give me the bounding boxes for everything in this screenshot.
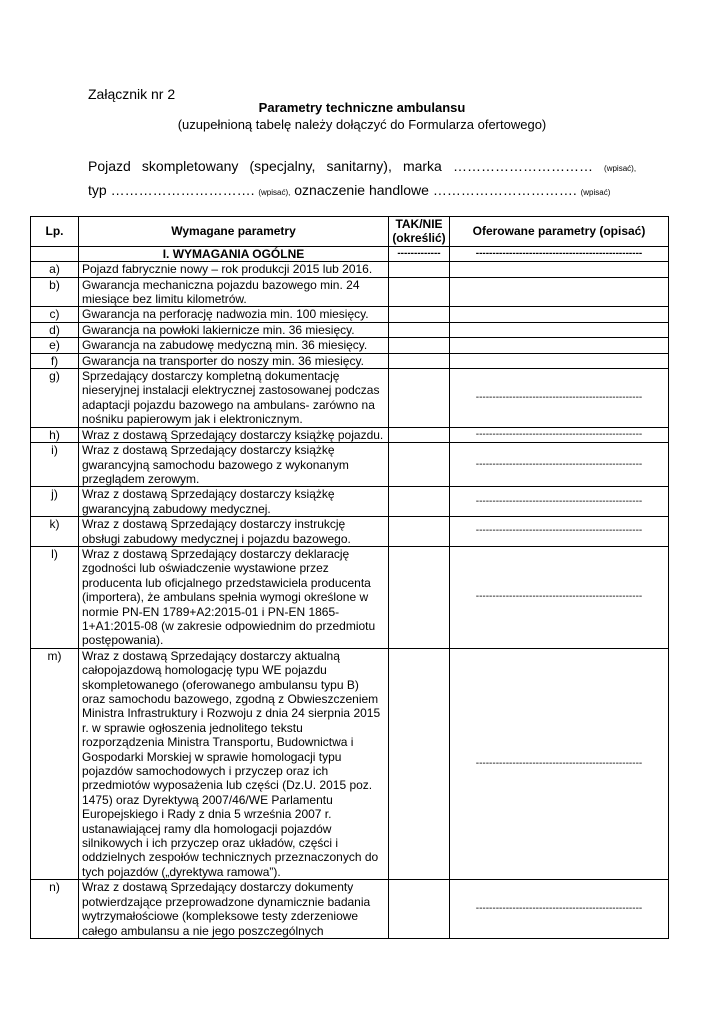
table-row (31, 648, 669, 880)
row-yes-no-cell[interactable] (389, 443, 450, 487)
annex-label: Załącznik nr 2 (88, 86, 176, 102)
row-lp: h) (31, 427, 79, 442)
row-offer-cell[interactable] (450, 307, 669, 322)
row-offer-cell[interactable]: -------------------------------------------------- (450, 546, 669, 648)
table-row (31, 262, 669, 277)
row-requirement-text: Sprzedający dostarczy kompletną dokumentację nieseryjnej instalacji elektrycznej zastosowanej podczas adaptacji pojazdu bazowego na ambulans- zarówno na nośniku papierowym jak i elektronicznym. (79, 369, 389, 428)
brand-note: (wpisać), (604, 164, 637, 173)
row-yes-no-cell[interactable] (389, 322, 450, 337)
row-requirement-text: Wraz z dostawą Sprzedający dostarczy dokumenty potwierdzające przeprowadzone dynamicznie badania wytrzymałościowe (kompleksowe testy zderzeniowe całego ambulansu a nie jego poszczególnych (79, 880, 389, 939)
row-requirement-text: Gwarancja na perforację nadwozia min. 100 miesięcy. (79, 307, 389, 322)
row-yes-no-cell[interactable] (389, 307, 450, 322)
trade-name-fill-dots: …………………………. (432, 182, 577, 198)
row-offer-cell[interactable] (450, 338, 669, 353)
row-yes-no-cell[interactable] (389, 277, 450, 307)
row-requirement-text: Wraz z dostawą Sprzedający dostarczy instrukcję obsługi zabudowy medycznej i pojazdu bazowego. (79, 517, 389, 547)
row-offer-cell[interactable] (450, 353, 669, 368)
header-offered-params: Oferowane parametry (opisać) (450, 217, 669, 247)
row-lp: i) (31, 443, 79, 487)
table-row (31, 353, 669, 368)
row-offer-cell[interactable]: -------------------------------------------------- (450, 517, 669, 547)
row-requirement-text: Pojazd fabrycznie nowy – rok produkcji 2015 lub 2016. (79, 262, 389, 277)
table-row (31, 277, 669, 307)
parameters-table (30, 216, 669, 939)
row-lp: e) (31, 338, 79, 353)
row-offer-cell[interactable]: -------------------------------------------------- (450, 880, 669, 939)
row-offer-cell[interactable] (450, 322, 669, 337)
table-row (31, 443, 669, 487)
row-offer-cell[interactable]: -------------------------------------------------- (450, 443, 669, 487)
table-row (31, 487, 669, 517)
brand-fill-dots: ………………………… (452, 158, 593, 174)
table-row (31, 546, 669, 648)
row-yes-no-cell[interactable] (389, 648, 450, 880)
trade-name-note: (wpisać) (580, 188, 611, 197)
row-lp: b) (31, 277, 79, 307)
row-yes-no-cell[interactable] (389, 487, 450, 517)
header-yes-no: TAK/NIE (określić) (389, 217, 450, 247)
row-offer-cell[interactable]: -------------------------------------------------- (450, 369, 669, 428)
row-offer-cell[interactable] (450, 262, 669, 277)
row-lp: c) (31, 307, 79, 322)
row-yes-no-cell[interactable] (389, 427, 450, 442)
table-row (31, 517, 669, 547)
row-offer-cell[interactable]: -------------------------------------------------- (450, 648, 669, 880)
section-yes-no-dash: ------------- (389, 246, 450, 261)
vehicle-brand-line (88, 158, 636, 174)
document-subtitle: (uzupełnioną tabelę należy dołączyć do Formularza ofertowego) (177, 117, 547, 132)
section-lp-cell (31, 246, 79, 261)
table-header-row (31, 217, 669, 247)
row-lp: j) (31, 487, 79, 517)
row-lp: d) (31, 322, 79, 337)
row-yes-no-cell[interactable] (389, 338, 450, 353)
row-lp: k) (31, 517, 79, 547)
section-offer-dash: -------------------------------------------------- (450, 246, 669, 261)
row-offer-cell[interactable]: -------------------------------------------------- (450, 427, 669, 442)
row-yes-no-cell[interactable] (389, 262, 450, 277)
row-yes-no-cell[interactable] (389, 517, 450, 547)
row-requirement-text: Gwarancja na transporter do noszy min. 36 miesięcy. (79, 353, 389, 368)
row-lp: f) (31, 353, 79, 368)
row-requirement-text: Wraz z dostawą Sprzedający dostarczy deklarację zgodności lub oświadczenie wystawione przez producenta lub oficjalnego przedstawiciela producenta (importera), że ambulans spełnia wymogi określone w normie PN-EN 1789+A2:2015-01 i PN-EN 1865-1+A1:2015-08 (w zakresie odpowiednim do przedmiotu postępowania). (79, 546, 389, 648)
trade-name-label: oznaczenie handlowe (294, 182, 429, 198)
intro-word: Pojazd (88, 158, 131, 174)
table-row (31, 307, 669, 322)
row-offer-cell[interactable] (450, 277, 669, 307)
row-requirement-text: Wraz z dostawą Sprzedający dostarczy książkę pojazdu. (79, 427, 389, 442)
section-row (31, 246, 669, 261)
row-lp: m) (31, 648, 79, 880)
document-title: Parametry techniczne ambulansu (258, 100, 466, 115)
row-requirement-text: Wraz z dostawą Sprzedający dostarczy aktualną całopojazdową homologację typu WE pojazdu skompletowanego (oferowanego ambulansu typu B) oraz samochodu bazowego, zgodną z Obwieszczeniem Ministra Infrastruktury i Rozwoju z dnia 24 sierpnia 2015 r. w sprawie ogłoszenia jednolitego tekstu rozporządzenia Ministra Transportu, Budownictwa i Gospodarki Morskiej w sprawie homologacji typu pojazdów samochodowych i przyczep oraz ich przedmiotów wyposażenia lub części (Dz.U. 2015 poz. 1475) oraz Dyrektywą 2007/46/WE Parlamentu Europejskiego i Rady z dnia 5 września 2007 r. ustanawiającej ramy dla homologacji pojazdów silnikowych i ich przyczep oraz układów, części i oddzielnych zespołów technicznych przeznaczonych do tych pojazdów („dyrektywa ramowa”). (79, 648, 389, 880)
row-lp: l) (31, 546, 79, 648)
header-required-params: Wymagane parametry (79, 217, 389, 247)
table-row (31, 322, 669, 337)
vehicle-type-line (88, 182, 610, 198)
intro-word: marka (402, 158, 442, 174)
row-requirement-text: Gwarancja na powłoki lakiernicze min. 36 miesięcy. (79, 322, 389, 337)
row-lp: g) (31, 369, 79, 428)
intro-word: sanitarny), (326, 158, 392, 174)
row-requirement-text: Gwarancja na zabudowę medyczną min. 36 miesięcy. (79, 338, 389, 353)
row-yes-no-cell[interactable] (389, 369, 450, 428)
header-lp: Lp. (31, 217, 79, 247)
row-offer-cell[interactable]: -------------------------------------------------- (450, 487, 669, 517)
row-lp: a) (31, 262, 79, 277)
row-requirement-text: Gwarancja mechaniczna pojazdu bazowego min. 24 miesiące bez limitu kilometrów. (79, 277, 389, 307)
table-row (31, 880, 669, 939)
row-requirement-text: Wraz z dostawą Sprzedający dostarczy książkę gwarancyjną samochodu bazowego z wykonanym przeglądem zerowym. (79, 443, 389, 487)
row-requirement-text: Wraz z dostawą Sprzedający dostarczy książkę gwarancyjną zabudowy medycznej. (79, 487, 389, 517)
table-row (31, 427, 669, 442)
intro-word: skompletowany (141, 158, 239, 174)
type-note: (wpisać), (258, 188, 291, 197)
row-lp: n) (31, 880, 79, 939)
row-yes-no-cell[interactable] (389, 880, 450, 939)
type-label: typ (88, 182, 107, 198)
row-yes-no-cell[interactable] (389, 353, 450, 368)
table-row (31, 338, 669, 353)
type-fill-dots: …………………………. (110, 182, 255, 198)
row-yes-no-cell[interactable] (389, 546, 450, 648)
section-label: I. WYMAGANIA OGÓLNE (79, 246, 389, 261)
table-row (31, 369, 669, 428)
intro-word: (specjalny, (249, 158, 316, 174)
